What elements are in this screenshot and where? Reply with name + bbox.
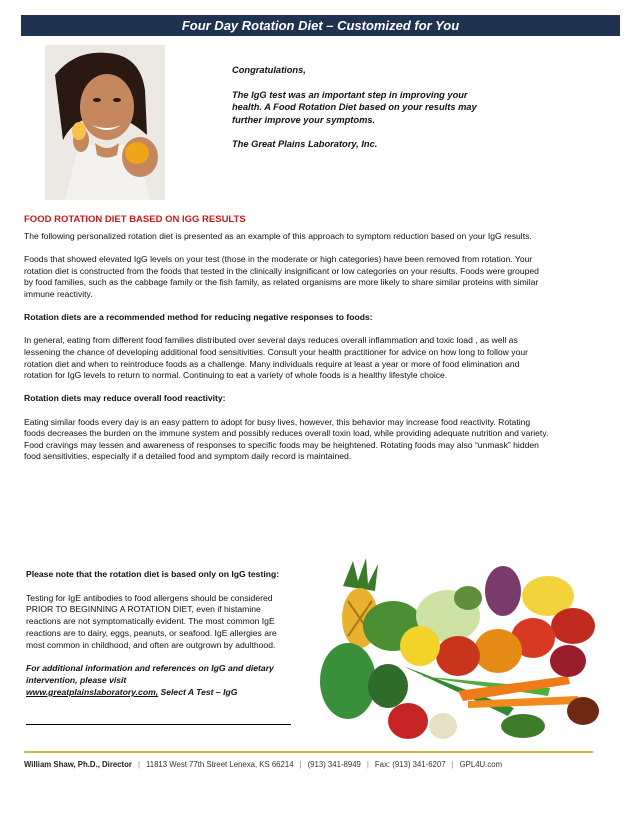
greeting: Congratulations, xyxy=(232,65,306,75)
footer-rule xyxy=(24,751,593,753)
subheading-recommended: Rotation diets are a recommended method for reducing negative responses to foods: xyxy=(24,312,373,323)
paragraph-food-removal: Foods that showed elevated IgG levels on your test (those in the moderate or high categories) have been removed from rotation. Your rotation diet is constructed from the foods that tested in the clinically insignificant or low categories on your results. Foods were grouped by food families, such as the cabbage family or the fish family, as related organisms are more likely to share similar proteins with similar immune reactivity. xyxy=(24,254,539,299)
paragraph-intro: The following personalized rotation diet is presented as an example of this approach to symptom reduction based on your IgG results. xyxy=(24,231,532,241)
note-body: Testing for IgE antibodies to food allergens should be considered PRIOR TO BEGINNING A ROTATION DIET, even if histamine reactions are not symptomatically evident. The most common IgE reactions are to dairy, eggs, peanuts, or seafood. IgE allergies are most common in childhood, and often are outgrown by adulthood. xyxy=(26,592,277,650)
footer-separator: | xyxy=(451,760,454,769)
footer xyxy=(24,760,604,769)
footer-separator: | xyxy=(366,760,369,769)
footer-phone: (913) 341-8949 xyxy=(307,760,361,769)
footer-director: William Shaw, Ph.D., Director xyxy=(24,760,132,769)
footer-separator: | xyxy=(137,760,140,769)
note-underline xyxy=(26,724,291,725)
vegetables-photo xyxy=(318,556,602,746)
website-link[interactable]: www.greatplainslaboratory.com, xyxy=(26,686,159,697)
footer-site[interactable]: GPL4U.com xyxy=(459,760,503,769)
footer-address: 11813 West 77th Street Lenexa, KS 66214 xyxy=(146,760,294,769)
references-tail: Select A Test – IgG xyxy=(158,686,238,697)
footer-fax: Fax: (913) 341-6207 xyxy=(374,760,446,769)
section-heading: FOOD ROTATION DIET BASED ON IGG RESULTS xyxy=(24,214,246,225)
igg-note xyxy=(26,569,291,711)
references xyxy=(26,663,291,698)
intro-signature: The Great Plains Laboratory, Inc. xyxy=(232,139,378,149)
main-text xyxy=(24,231,549,474)
references-text: For additional information and references on IgG and dietary intervention, please visit xyxy=(26,663,274,686)
paragraph-eating-similar: Eating similar foods every day is an easy pattern to adopt for busy lives, however, this behavior may increase food reactivity. Rotating foods decreases the burden on the immune system and possibly reduces overall toxin load, while providing adequate nutrition and variety. Food cravings may lessen and awareness of responses to specific foods may be heightened. Rotating foods may also “unmask” hidden food sensitivities, especially if a detailed food and symptom daily record is maintained. xyxy=(24,416,549,462)
paragraph-general: In general, eating from different food families distributed over several days reduces overall inflammation and toxic load , as well as lessening the chance of developing additional food sensitivities. Consult your health practitioner for advice on how long to follow your rotation diet and when to reintroduce foods as a challenge. Many individuals require at least a year or more of food elimination and rotation for IgG levels to return to normal. Continuing to eat a variety of whole foods is a healthy lifestyle choice. xyxy=(24,335,528,381)
footer-separator: | xyxy=(299,760,302,769)
intro-message xyxy=(232,64,492,163)
woman-eating-fruit-photo xyxy=(45,45,165,200)
note-heading: Please note that the rotation diet is based only on IgG testing: xyxy=(26,569,280,579)
page-title: Four Day Rotation Diet – Customized for You xyxy=(21,15,620,36)
subheading-reactivity: Rotation diets may reduce overall food reactivity: xyxy=(24,393,226,404)
intro-body: The IgG test was an important step in improving your health. A Food Rotation Diet based on your results may further improve your symptoms. xyxy=(232,89,477,125)
